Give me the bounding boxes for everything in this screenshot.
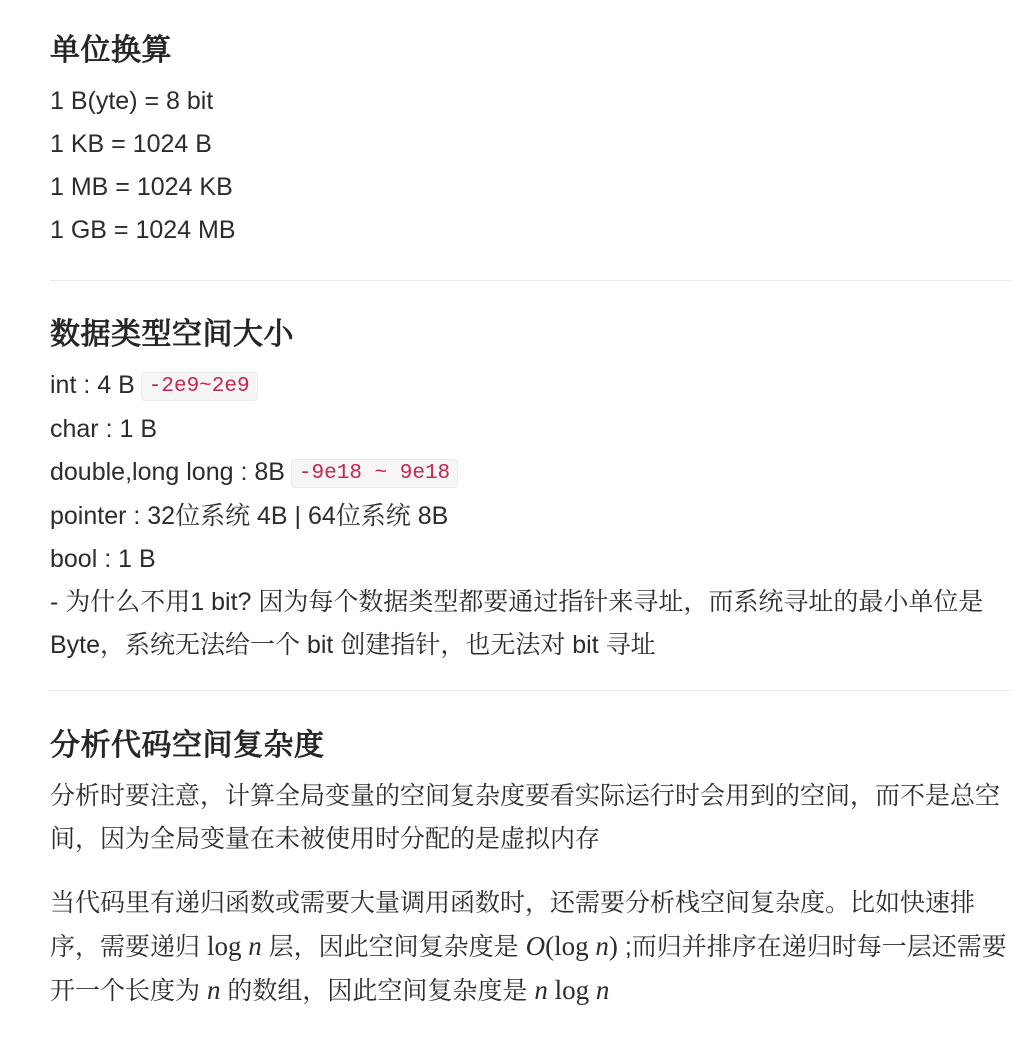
math-n-log-n (534, 975, 609, 1005)
unit-line: 1 KB = 1024 B (50, 130, 212, 158)
type-line-pointer (50, 495, 1012, 538)
inline-code-int-range: -2e9~2e9 (141, 372, 258, 401)
unit-line: 1 GB = 1024 MB (50, 216, 236, 244)
math-fn: log (554, 931, 589, 961)
paragraph-text: 当代码里有递归函数或需要大量调用函数时，还需要分析栈空间复杂度。比如快速排序，需要递归 (50, 889, 976, 961)
math-var: n (248, 931, 262, 961)
data-type-list (50, 364, 1012, 667)
math-var: n (595, 931, 609, 961)
section-title-space-complexity: 分析代码空间复杂度 (50, 729, 325, 762)
math-fn: log (554, 975, 590, 1005)
math-var: n (595, 975, 610, 1005)
paragraph-text: 的数组，因此空间复杂度是 (220, 977, 535, 1005)
section-divider (50, 280, 1012, 281)
paragraph-text: 层，因此空间复杂度是 (261, 933, 526, 961)
unit-line: 1 MB = 1024 KB (50, 173, 233, 201)
type-line-int (50, 364, 1012, 408)
inline-code-double-range: -9e18 ~ 9e18 (291, 459, 458, 488)
math-fn: log (206, 931, 242, 961)
type-line-text: pointer : 32位系统 4B | 64位系统 8B (50, 502, 449, 530)
unit-line: 1 B(yte) = 8 bit (50, 87, 214, 115)
math-var: n (206, 975, 221, 1005)
math-n (207, 975, 221, 1005)
section-title-data-type-sizes: 数据类型空间大小 (50, 318, 294, 351)
stack-space-paragraph (50, 882, 1010, 1013)
type-line-double (50, 451, 1012, 495)
math-log-n (207, 931, 262, 961)
type-line-char (50, 408, 1012, 451)
unit-conversion-list (50, 80, 1012, 252)
type-line-text: int : 4 B (50, 371, 135, 399)
math-paren: ( (545, 931, 555, 961)
math-big-o-log-n (526, 931, 618, 961)
paragraph-text: ;而归并排序在递归时每一层还需要开一个长度为 (50, 933, 1007, 1005)
section-title-unit-conversion: 单位换算 (50, 34, 172, 67)
type-line-text: bool : 1 B (50, 545, 156, 573)
type-line-text: char : 1 B (50, 415, 157, 443)
global-variable-paragraph: 分析时要注意，计算全局变量的空间复杂度要看实际运行时会用到的空间，而不是总空间，因为全局变量在未被使用时分配的是虚拟内存 (50, 782, 1001, 853)
type-line-text: double,long long : 8B (50, 458, 285, 486)
math-big-o: O (525, 931, 546, 961)
type-line-bool (50, 538, 1012, 581)
section-divider (50, 690, 1012, 691)
math-var: n (534, 975, 548, 1005)
bit-note: - 为什么不用1 bit? 因为每个数据类型都要通过指针来寻址，而系统寻址的最小单位是Byte，系统无法给一个 bit 创建指针，也无法对 bit 寻址 (50, 588, 984, 659)
math-paren: ) (608, 931, 618, 961)
